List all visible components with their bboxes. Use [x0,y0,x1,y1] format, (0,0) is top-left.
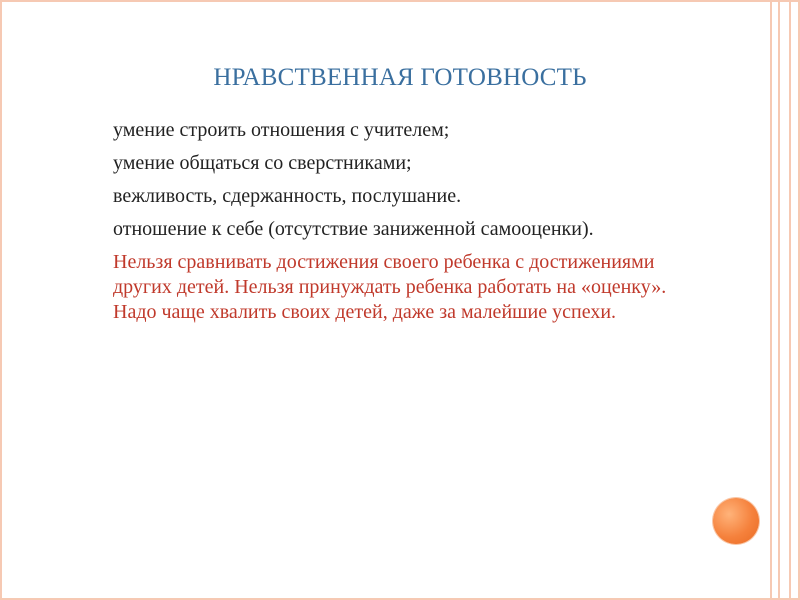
orange-circle-icon [713,498,759,544]
bullet-text: вежливость, сдержанность, послушание. [113,185,462,207]
frame-right-line [770,0,772,600]
frame-top-line [0,0,800,2]
bullet-item [88,217,708,242]
bullet-text: отношение к себе (отсутствие заниженной самооценки). [113,218,594,240]
bullet-list [88,118,708,333]
frame-right-line [789,0,791,600]
frame-left-line [0,0,2,600]
bullet-item-accent [88,250,708,325]
frame-right-line [778,0,780,600]
bullet-text: Нельзя сравнивать достижения своего ребенка с достижениями других детей. Нельзя принуждать ребенка работать на «оценку». Надо чаще хвалить своих детей, даже за малейшие успехи. [113,251,667,323]
slide-title: НРАВСТВЕННАЯ ГОТОВНОСТЬ [213,64,587,91]
bullet-item [88,184,708,209]
bullet-text: умение строить отношения с учителем; [113,119,450,141]
bullet-item [88,118,708,143]
bullet-item [88,151,708,176]
bullet-text: умение общаться со сверстниками; [113,152,412,174]
